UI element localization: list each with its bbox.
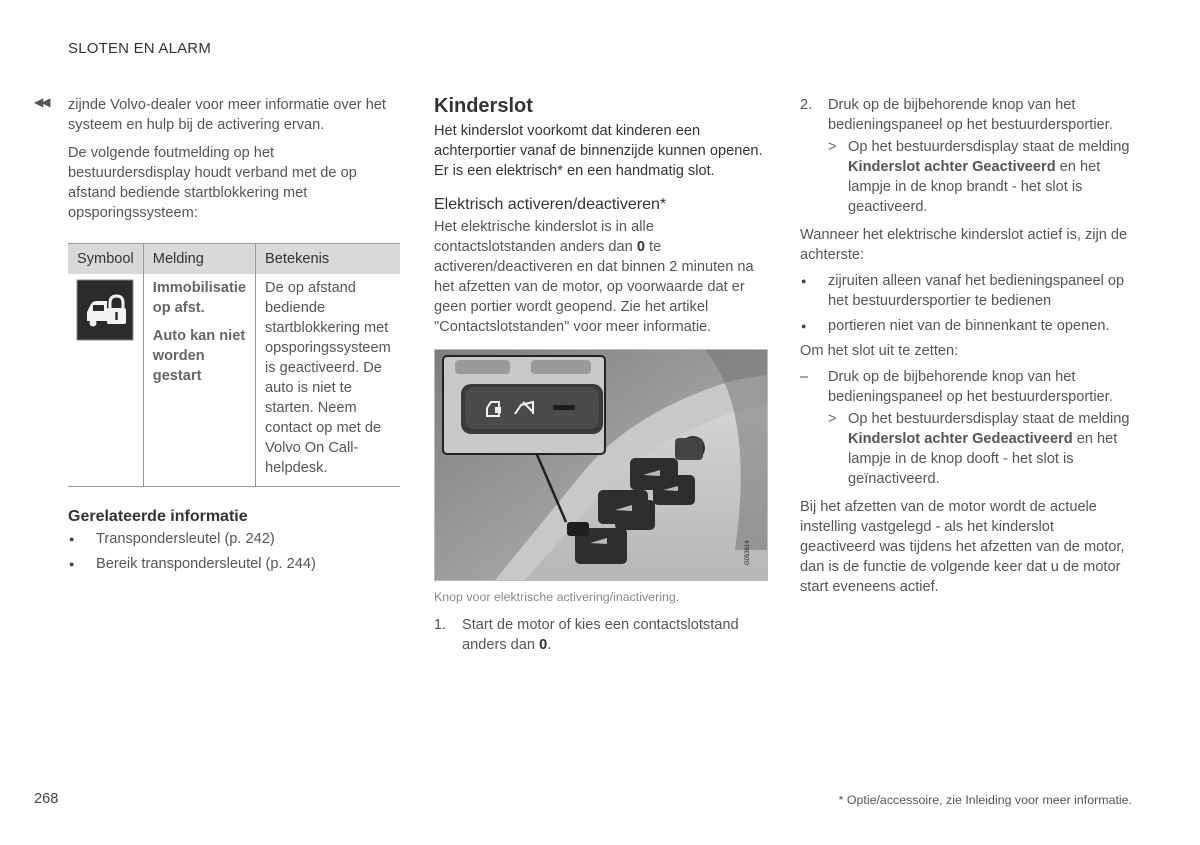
related-link[interactable]: ● Bereik transpondersleutel (p. 244) — [68, 554, 400, 574]
list-item — [800, 95, 1132, 135]
step-text: Druk op de bijbehorende knop van het bedieningspaneel op het bestuurdersportier. — [828, 97, 1113, 133]
message-cannot-start: Auto kan niet worden gestart — [152, 328, 246, 384]
section-subheading: Elektrisch activeren/deactiveren* — [434, 196, 667, 213]
list-item: ● zijruiten alleen vanaf het bedieningspaneel op het bestuurdersportier te bedienen — [800, 271, 1132, 311]
door-panel-illustration — [434, 349, 768, 581]
text-run: te activeren/deactiveren en dat binnen 2 minuten na het afzetten van de motor, op voorwaarde dat er geen portier wordt geopend. Zie het artikel "Contactslotstanden" voor meer informatie. — [434, 239, 754, 335]
list-item — [800, 367, 1132, 407]
list-item: ● portieren niet van de binnenkant te openen. — [800, 316, 1132, 336]
dash-marker: – — [800, 369, 809, 385]
continuation-arrow-icon: ◀◀ — [34, 95, 49, 109]
text-run: Start de motor of kies een contactslotstand anders dan — [462, 617, 739, 653]
meaning-cell: De op afstand bediende startblokkering met opsporingssysteem is geactiveerd. De auto is niet te starten. Neem contact op met de Volvo On Call-helpdesk. — [256, 274, 400, 487]
table-header-message: Melding — [143, 244, 255, 275]
error-message-table — [68, 243, 400, 487]
error-message-intro: De volgende foutmelding op het bestuurdersdisplay houdt verband met de op afstand bediende startblokkering met opsporingssysteem: — [68, 145, 357, 221]
text-run: Op het bestuurdersdisplay staat de melding — [848, 411, 1130, 427]
step-number: 1. — [434, 617, 447, 633]
text-run: Op het bestuurdersdisplay staat de melding — [848, 139, 1130, 155]
figure-caption: Knop voor elektrische activering/inactivering. — [434, 590, 680, 604]
door-control-panel-image — [435, 350, 767, 580]
table-header-symbol: Symbool — [68, 244, 143, 275]
middle-column — [434, 95, 768, 655]
text-run: en het lampje in de knop brandt - het slot is geactiveerd. — [848, 159, 1101, 215]
step-list — [434, 615, 768, 655]
page-title: Kinderslot — [434, 95, 533, 117]
step-result — [800, 137, 1132, 217]
step-number: 2. — [800, 97, 813, 113]
section-header: SLOTEN EN ALARM — [68, 40, 212, 57]
engine-off-paragraph: Bij het afzetten van de motor wordt de actuele instelling vastgelegd - als het kinderslot geactiveerd was tijdens het afzetten van de motor, dan is de functie de volgende keer dat u de motor start eveneens actief. — [800, 499, 1125, 595]
car-lock-warning-icon — [76, 279, 134, 341]
continuation-paragraph: zijnde Volvo-dealer voor meer informatie over het systeem en hulp bij de activering ervan. — [68, 97, 386, 133]
symbol-cell — [68, 274, 143, 487]
text-run: Het elektrische kinderslot is in alle contactslotstanden anders dan — [434, 219, 654, 255]
result-marker: > — [828, 139, 837, 155]
active-intro: Wanneer het elektrische kinderslot actief is, zijn de achterste: — [800, 227, 1128, 263]
electric-lock-paragraph — [434, 217, 768, 337]
display-message-deactivated: Kinderslot achter Gedeactiveerd — [848, 431, 1073, 447]
page-number: 268 — [34, 791, 59, 807]
text-run: . — [547, 637, 552, 653]
related-link[interactable]: ● Transpondersleutel (p. 242) — [68, 529, 400, 549]
table-header-meaning: Betekenis — [256, 244, 400, 275]
display-message-activated: Kinderslot achter Geactiveerd — [848, 159, 1056, 175]
active-list — [800, 271, 1132, 336]
ignition-position-zero: 0 — [539, 637, 548, 653]
intro-paragraph: Het kinderslot voorkomt dat kinderen een achterportier vanaf de binnenzijde kunnen openen. Er is een elektrisch* en een handmatig slot. — [434, 123, 763, 179]
related-info-heading: Gerelateerde informatie — [68, 508, 248, 525]
table-row — [68, 274, 400, 487]
message-immobilisation: Immobilisatie op afst. — [152, 280, 247, 316]
deactivate-intro: Om het slot uit te zetten: — [800, 343, 959, 359]
figure-code: G053614 — [745, 540, 751, 565]
ignition-position-zero: 0 — [636, 239, 645, 255]
left-column — [68, 95, 400, 579]
step-text: Druk op de bijbehorende knop van het bedieningspaneel op het bestuurdersportier. — [828, 369, 1113, 405]
right-column — [800, 95, 1132, 597]
step-result — [800, 409, 1132, 489]
message-cell — [143, 274, 255, 487]
footnote: * Optie/accessoire, zie Inleiding voor meer informatie. — [838, 793, 1132, 807]
related-info-list — [68, 529, 400, 574]
result-marker: > — [828, 411, 837, 427]
list-item — [434, 615, 768, 655]
text-run: en het lampje in de knop dooft - het slot is geïnactiveerd. — [848, 431, 1118, 487]
